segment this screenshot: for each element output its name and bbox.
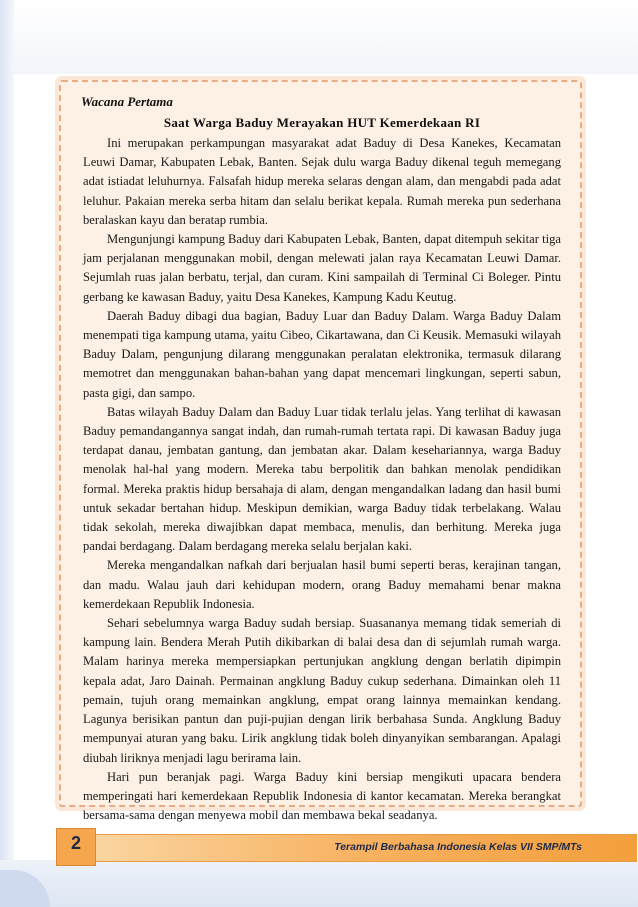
page-top-band: [0, 0, 638, 74]
paragraph: Mengunjungi kampung Baduy dari Kabupaten Lebak, Banten, dapat ditempuh sekitar tiga jam perjalanan menggunakan mobil, dengan melewati jalan raya Kecamatan Leuwi Damar. Sejumlah ruas jalan berbatu, terjal, dan curam. Kini sampailah di Terminal Ci Boleger. Pintu gerbang ke kawasan Baduy, yaitu Desa Kanekes, Kampung Kadu Keutug.: [83, 232, 561, 304]
paragraph: Sehari sebelumnya warga Baduy sudah bersiap. Suasananya memang tidak semeriah di kampung lain. Bendera Merah Putih dikibarkan di balai desa dan di sejumlah rumah warga. Malam harinya mereka mempersiapkan pertunjukan angklung dengan berlatih dipimpin kepala adat, Jaro Dainah. Permainan angklung Baduy cukup sederhana. Dimainkan oleh 11 pemain, tujuh orang memainkan angklung, empat orang lainnya memainkan kendang. Lagunya berisikan pantun dan puji-pujian dengan lirik berbahasa Sunda. Angklung Baduy mempunyai aturan yang baku. Lirik angklung tidak boleh dinyanyikan sembarangan. Apalagi diubah liriknya menjadi lagu berirama lain.: [83, 616, 561, 765]
paragraph: Daerah Baduy dibagi dua bagian, Baduy Luar dan Baduy Dalam. Warga Baduy Dalam menempati tiga kampung utama, yaitu Cibeo, Cikartawana, dan Ci Keusik. Memasuki wilayah Baduy Dalam, pengunjung dilarang menggunakan peralatan elektronika, termasuk dilarang memotret dan menggunakan bahan-bahan yang dapat mencemari lingkungan, seperti sabun, pasta gigi, dan sampo.: [83, 308, 561, 400]
footer-bar: [62, 834, 637, 862]
page-bottom-decoration: [0, 860, 638, 907]
paragraph: Ini merupakan perkampungan masyarakat adat Baduy di Desa Kanekes, Kecamatan Leuwi Damar, Kabupaten Lebak, Banten. Sejak dulu warga Baduy dikenal teguh memegang adat istiadat leluhurnya. Falsafah hidup mereka selaras dengan alam, dan mengabdi pada adat leluhur. Pakaian mereka serba hitam dan selalu berikat kepala. Rumah mereka pun sederhana beralaskan kayu dan beratap rumbia.: [83, 136, 561, 227]
paragraph: Mereka mengandalkan nafkah dari berjualan hasil bumi seperti beras, kerajinan tangan, dan madu. Walau jauh dari kehidupan modern, orang Baduy memahami benar makna kemerdekaan Republik Indonesia.: [83, 558, 561, 611]
page-number-badge: [56, 828, 96, 866]
reading-box: [59, 80, 582, 823]
paragraph: Hari pun beranjak pagi. Warga Baduy kini bersiap mengikuti upacara bendera memperingati hari kemerdekaan Republik Indonesia di kantor kecamatan. Mereka berangkat bersama-sama dengan menyewa mobil dan membawa bekal seadanya.: [83, 769, 561, 823]
reading-content: [83, 93, 561, 825]
page-side-strip: [0, 0, 14, 907]
article-title: Saat Warga Baduy Merayakan HUT Kemerdekaan RI: [163, 115, 481, 130]
page-number: 2: [70, 833, 81, 853]
section-label: Wacana Pertama: [81, 94, 173, 109]
footer-book-title: Terampil Berbahasa Indonesia Kelas VII SMP/MTs: [334, 841, 582, 853]
paragraph: Batas wilayah Baduy Dalam dan Baduy Luar tidak terlalu jelas. Yang terlihat di kawasan Baduy pemandangannya sangat indah, dan rumah-rumah tertata rapi. Di kawasan Baduy juga terdapat danau, jembatan gantung, dan jembatan akar. Dalam kesehariannya, warga Baduy menolak hal-hal yang modern. Mereka tabu berpolitik dan bahkan menolak pendidikan formal. Mereka praktis hidup bersahaja di alam, dengan mengandalkan ladang dan hasil bumi untuk sekadar bertahan hidup. Meskipun demikian, warga Baduy tidak terbelakang. Walau tidak sekolah, mereka diwajibkan dapat membaca, menulis, dan berhitung. Mereka juga pandai berdagang. Dalam berdagang mereka selalu berjalan kaki.: [83, 404, 561, 554]
